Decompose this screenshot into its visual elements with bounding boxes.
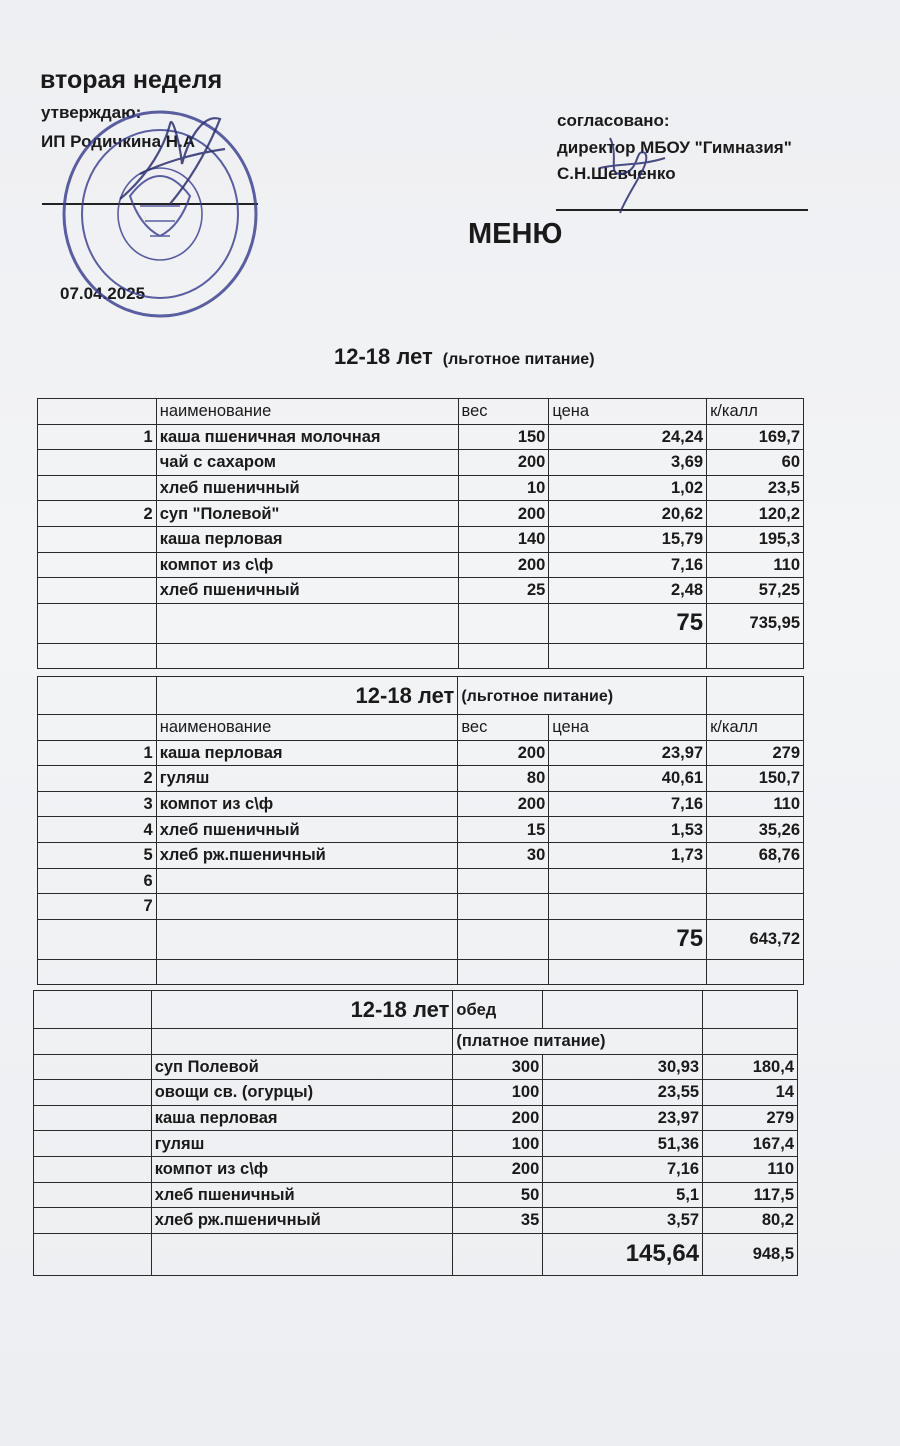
dish-price: 20,62 bbox=[549, 501, 707, 527]
dish-price: 2,48 bbox=[549, 578, 707, 604]
section-age: 12-18 лет bbox=[334, 344, 433, 369]
row-number: 7 bbox=[38, 894, 157, 920]
dish-name: хлеб пшеничный bbox=[156, 817, 458, 843]
row-number: 2 bbox=[38, 766, 157, 792]
table-row bbox=[38, 842, 804, 868]
total-kcal: 948,5 bbox=[703, 1233, 798, 1275]
menu-table-1 bbox=[37, 398, 804, 669]
dish-price: 15,79 bbox=[549, 526, 707, 552]
row-number: 4 bbox=[38, 817, 157, 843]
section-type-cell bbox=[458, 677, 707, 715]
dish-price: 5,1 bbox=[543, 1182, 703, 1208]
table-row bbox=[38, 766, 804, 792]
total-row bbox=[38, 603, 804, 643]
dish-price: 1,02 bbox=[549, 475, 707, 501]
dish-kcal: 167,4 bbox=[703, 1131, 798, 1157]
director-name: С.Н.Шевченко bbox=[557, 164, 676, 183]
dish-price: 24,24 bbox=[549, 424, 707, 450]
col-weight-header: вес bbox=[458, 715, 549, 741]
table-row bbox=[34, 1131, 798, 1157]
document-date: 07.04.2025 bbox=[60, 284, 146, 303]
total-kcal: 735,95 bbox=[707, 603, 804, 643]
dish-name: компот из с\ф bbox=[156, 791, 458, 817]
dish-weight: 200 bbox=[458, 450, 549, 476]
section-type-row bbox=[34, 1029, 798, 1055]
row-number bbox=[38, 552, 157, 578]
dish-weight: 100 bbox=[453, 1080, 543, 1106]
dish-kcal: 169,7 bbox=[707, 424, 804, 450]
section-type: (платное питание) bbox=[453, 1029, 703, 1055]
row-number: 1 bbox=[38, 424, 157, 450]
dish-price: 23,55 bbox=[543, 1080, 703, 1106]
dish-weight: 15 bbox=[458, 817, 549, 843]
menu-title: МЕНЮ bbox=[468, 218, 563, 250]
dish-price: 3,69 bbox=[549, 450, 707, 476]
dish-price: 7,16 bbox=[549, 552, 707, 578]
dish-name: чай с сахаром bbox=[156, 450, 458, 476]
meal-label: обед bbox=[453, 991, 543, 1029]
empty-row bbox=[38, 643, 804, 669]
table-row bbox=[34, 1054, 798, 1080]
row-number: 2 bbox=[38, 501, 157, 527]
dish-name: компот из с\ф bbox=[151, 1156, 453, 1182]
total-row bbox=[38, 919, 804, 959]
dish-name bbox=[156, 868, 458, 894]
dish-weight: 200 bbox=[458, 791, 549, 817]
section-heading-row bbox=[34, 991, 798, 1029]
dish-kcal bbox=[707, 894, 804, 920]
dish-price: 51,36 bbox=[543, 1131, 703, 1157]
col-price-header: цена bbox=[549, 399, 707, 425]
dish-weight: 150 bbox=[458, 424, 549, 450]
section-age: 12-18 лет bbox=[151, 991, 453, 1029]
dish-kcal: 35,26 bbox=[707, 817, 804, 843]
dish-weight: 200 bbox=[458, 501, 549, 527]
dish-weight: 200 bbox=[458, 740, 549, 766]
row-number: 3 bbox=[38, 791, 157, 817]
dish-weight: 80 bbox=[458, 766, 549, 792]
dish-kcal: 23,5 bbox=[707, 475, 804, 501]
dish-name: гуляш bbox=[151, 1131, 453, 1157]
dish-weight: 50 bbox=[453, 1182, 543, 1208]
dish-kcal: 110 bbox=[703, 1156, 798, 1182]
dish-weight: 140 bbox=[458, 526, 549, 552]
section-heading bbox=[334, 344, 595, 370]
total-kcal: 643,72 bbox=[707, 919, 804, 959]
dish-price: 30,93 bbox=[543, 1054, 703, 1080]
col-weight-header: вес bbox=[458, 399, 549, 425]
table-row bbox=[38, 578, 804, 604]
table-row bbox=[38, 552, 804, 578]
dish-name: хлеб пшеничный bbox=[151, 1182, 453, 1208]
col-kcal-header: к/калл bbox=[707, 399, 804, 425]
row-number bbox=[38, 450, 157, 476]
row-number: 1 bbox=[38, 740, 157, 766]
dish-weight: 35 bbox=[453, 1208, 543, 1234]
dish-price: 40,61 bbox=[549, 766, 707, 792]
dish-weight: 200 bbox=[453, 1156, 543, 1182]
table-row bbox=[38, 817, 804, 843]
dish-weight: 25 bbox=[458, 578, 549, 604]
dish-weight: 200 bbox=[453, 1105, 543, 1131]
dish-price bbox=[549, 894, 707, 920]
col-kcal-header: к/калл bbox=[707, 715, 804, 741]
table-row bbox=[34, 1080, 798, 1106]
dish-kcal: 57,25 bbox=[707, 578, 804, 604]
total-price: 145,64 bbox=[543, 1233, 703, 1275]
director-title: директор МБОУ "Гимназия" bbox=[557, 138, 792, 157]
signature-icon bbox=[110, 104, 230, 214]
dish-price: 1,73 bbox=[549, 842, 707, 868]
dish-weight bbox=[458, 868, 549, 894]
dish-price: 23,97 bbox=[543, 1105, 703, 1131]
section-type: (льготное питание) bbox=[461, 688, 614, 705]
dish-name: суп Полевой bbox=[151, 1054, 453, 1080]
col-price-header: цена bbox=[549, 715, 707, 741]
table-row bbox=[38, 894, 804, 920]
table-row bbox=[34, 1182, 798, 1208]
dish-weight bbox=[458, 894, 549, 920]
dish-price: 3,57 bbox=[543, 1208, 703, 1234]
dish-kcal: 110 bbox=[707, 791, 804, 817]
dish-kcal: 110 bbox=[707, 552, 804, 578]
dish-name: суп "Полевой" bbox=[156, 501, 458, 527]
section-age: 12-18 лет bbox=[156, 677, 458, 715]
dish-kcal: 60 bbox=[707, 450, 804, 476]
dish-kcal: 150,7 bbox=[707, 766, 804, 792]
row-number: 6 bbox=[38, 868, 157, 894]
table-row bbox=[38, 868, 804, 894]
dish-kcal: 68,76 bbox=[707, 842, 804, 868]
dish-name: каша перловая bbox=[156, 740, 458, 766]
dish-name: хлеб рж.пшеничный bbox=[156, 842, 458, 868]
section-type: (льготное питание) bbox=[442, 351, 595, 368]
menu-table-2 bbox=[37, 676, 804, 985]
dish-name: каша перловая bbox=[156, 526, 458, 552]
dish-kcal: 80,2 bbox=[703, 1208, 798, 1234]
dish-name: каша перловая bbox=[151, 1105, 453, 1131]
dish-kcal: 120,2 bbox=[707, 501, 804, 527]
dish-name: каша пшеничная молочная bbox=[156, 424, 458, 450]
table-row bbox=[38, 791, 804, 817]
dish-kcal: 195,3 bbox=[707, 526, 804, 552]
dish-price: 7,16 bbox=[543, 1156, 703, 1182]
dish-kcal: 180,4 bbox=[703, 1054, 798, 1080]
dish-weight: 100 bbox=[453, 1131, 543, 1157]
table-row bbox=[38, 501, 804, 527]
dish-kcal: 117,5 bbox=[703, 1182, 798, 1208]
row-number bbox=[38, 526, 157, 552]
dish-name bbox=[156, 894, 458, 920]
dish-name: гуляш bbox=[156, 766, 458, 792]
dish-price bbox=[549, 868, 707, 894]
dish-weight: 300 bbox=[453, 1054, 543, 1080]
table-row bbox=[38, 475, 804, 501]
dish-name: компот из с\ф bbox=[156, 552, 458, 578]
dish-name: хлеб пшеничный bbox=[156, 578, 458, 604]
signature-icon bbox=[590, 118, 670, 218]
dish-kcal bbox=[707, 868, 804, 894]
table-row bbox=[34, 1156, 798, 1182]
table-row bbox=[38, 526, 804, 552]
table-row bbox=[38, 740, 804, 766]
dish-name: хлеб рж.пшеничный bbox=[151, 1208, 453, 1234]
approver-name: ИП Родичкина Н.А bbox=[41, 132, 196, 151]
table-header-row bbox=[38, 399, 804, 425]
dish-name: овощи св. (огурцы) bbox=[151, 1080, 453, 1106]
row-number bbox=[38, 578, 157, 604]
dish-kcal: 279 bbox=[707, 740, 804, 766]
dish-price: 7,16 bbox=[549, 791, 707, 817]
section-heading-row bbox=[38, 677, 804, 715]
menu-table-3 bbox=[33, 990, 798, 1276]
row-number: 5 bbox=[38, 842, 157, 868]
empty-row bbox=[38, 959, 804, 985]
dish-weight: 10 bbox=[458, 475, 549, 501]
row-number bbox=[38, 475, 157, 501]
dish-weight: 30 bbox=[458, 842, 549, 868]
total-price: 75 bbox=[549, 919, 707, 959]
total-price: 75 bbox=[549, 603, 707, 643]
agreed-label: согласовано: bbox=[557, 111, 670, 130]
dish-name: хлеб пшеничный bbox=[156, 475, 458, 501]
col-name-header: наименование bbox=[156, 399, 458, 425]
dish-price: 23,97 bbox=[549, 740, 707, 766]
table-header-row bbox=[38, 715, 804, 741]
dish-price: 1,53 bbox=[549, 817, 707, 843]
week-label: вторая неделя bbox=[40, 66, 223, 94]
total-row bbox=[34, 1233, 798, 1275]
table-row bbox=[38, 450, 804, 476]
col-name-header: наименование bbox=[156, 715, 458, 741]
approve-label: утверждаю: bbox=[41, 103, 142, 122]
table-row bbox=[34, 1105, 798, 1131]
table-row bbox=[38, 424, 804, 450]
dish-kcal: 14 bbox=[703, 1080, 798, 1106]
table-row bbox=[34, 1208, 798, 1234]
dish-kcal: 279 bbox=[703, 1105, 798, 1131]
dish-weight: 200 bbox=[458, 552, 549, 578]
